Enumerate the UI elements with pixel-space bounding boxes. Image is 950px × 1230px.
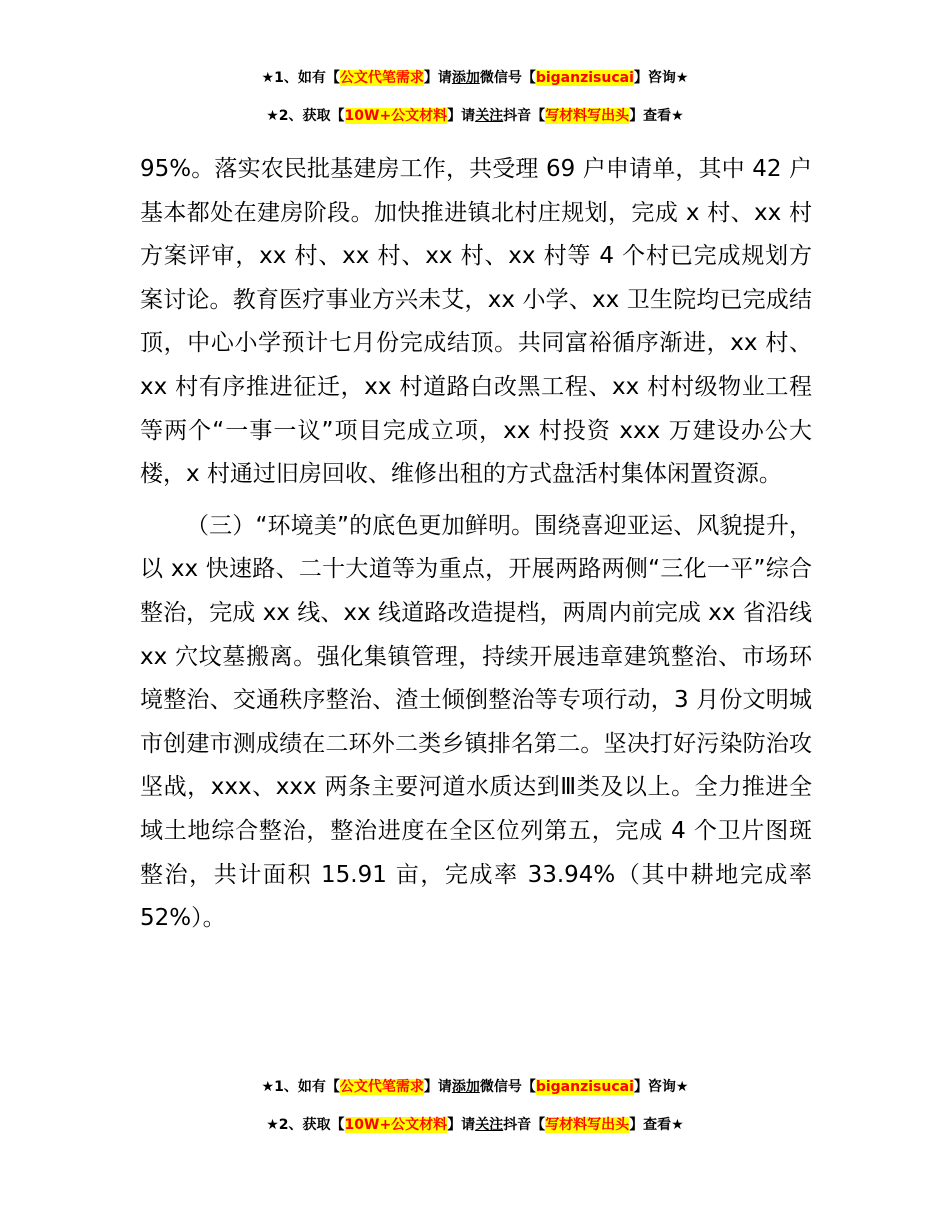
promo-text: 抖音【 [503,1117,546,1133]
promo-highlight: 10W+公文材料 [344,1117,448,1133]
promo-text: 】请 [447,1117,476,1133]
promo-text: 】查看★ [629,108,684,124]
promo-underline: 关注 [475,1117,504,1133]
document-body [140,148,812,941]
promo-text: 微信号【 [479,1079,536,1095]
wechat-id-highlight: biganzisucai [535,70,634,86]
promo-text: ★1、如有【 [261,1079,340,1095]
promo-text: 】请 [423,70,452,86]
promo-text: 】请 [423,1079,452,1095]
footer-promo-line-1 [0,1077,950,1097]
wechat-id-highlight: biganzisucai [535,1079,634,1095]
promo-highlight: 公文代笔需求 [339,70,424,86]
promo-highlight: 公文代笔需求 [339,1079,424,1095]
promo-text: ★1、如有【 [261,70,340,86]
douyin-id-highlight: 写材料写出头 [545,1117,630,1133]
promo-underline: 关注 [475,108,504,124]
promo-text: ★2、获取【 [266,108,345,124]
promo-text: 】查看★ [629,1117,684,1133]
promo-text: 】请 [447,108,476,124]
promo-text: ★2、获取【 [266,1117,345,1133]
promo-text: 】咨询★ [633,70,689,86]
body-paragraph-1: 95%。落实农民批基建房工作，共受理 69 户申请单，其中 42 户基本都处在建房阶段。加快推进镇北村庄规划，完成 x 村、xx 村方案评审，xx 村、xx 村、xx 村、xx 村等 4 个村已完成规划方案讨论。教育医疗事业方兴未艾，xx 小学、xx 卫生院均已完成结顶，中心小学预计七月份完成结顶。共同富裕循序渐进，xx 村、xx 村有序推进征迁，xx 村道路白改黑工程、xx 村村级物业工程等两个“一事一议”项目完成立项，xx 村投资 xxx 万建设办公大楼，x 村通过旧房回收、维修出租的方式盘活村集体闲置资源。 [140,156,812,488]
promo-underline: 添加 [451,70,480,86]
body-paragraph-2: （三）“环境美”的底色更加鲜明。围绕喜迎亚运、风貌提升，以 xx 快速路、二十大道等为重点，开展两路两侧“三化一平”综合整治，完成 xx 线、xx 线道路改造提档，两周内前完成 xx 省沿线 xx 穴坟墓搬离。强化集镇管理，持续开展违章建筑整治、市场环境整治、交通秩序整治、渣土倾倒整治等专项行动，3 月份文明城市创建市测成绩在二环外二类乡镇排名第二。坚决打好污染防治攻坚战，xxx、xxx 两条主要河道水质达到Ⅲ类及以上。全力推进全域土地综合整治，整治进度在全区位列第五，完成 4 个卫片图斑整治，共计面积 15.91 亩，完成率 33.94%（其中耕地完成率 52%）。 [140,512,812,932]
header-promo-line-2 [0,106,950,126]
douyin-id-highlight: 写材料写出头 [545,108,630,124]
footer-promo-line-2 [0,1115,950,1135]
promo-text: 】咨询★ [633,1079,689,1095]
promo-highlight: 10W+公文材料 [344,108,448,124]
promo-text: 微信号【 [479,70,536,86]
promo-underline: 添加 [451,1079,480,1095]
header-promo-line-1 [0,68,950,88]
promo-text: 抖音【 [503,108,546,124]
